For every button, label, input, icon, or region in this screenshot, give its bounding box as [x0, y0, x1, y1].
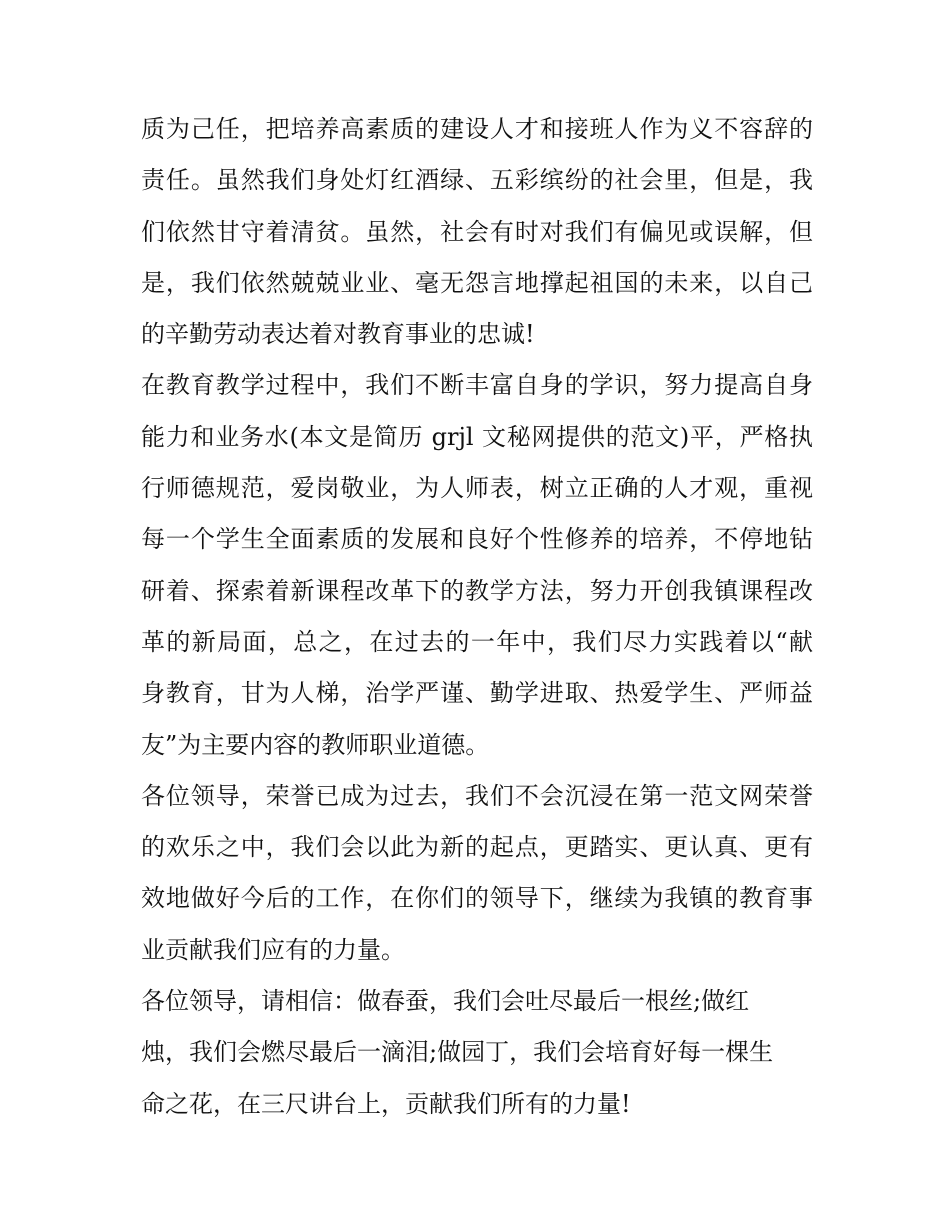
text-line: 业贡献我们应有的力量。 [141, 935, 405, 964]
text-line: 的欢乐之中，我们会以此为新的起点，更踏实、更认真、更有 [141, 833, 813, 862]
text-line: 友”为主要内容的教师职业道德。 [141, 730, 490, 759]
text-line: 每一个学生全面素质的发展和良好个性修养的培养，不停地钻 [141, 525, 813, 554]
text-line: 效地做好今后的工作，在你们的领导下，继续为我镇的教育事 [141, 884, 813, 913]
text-line: 行师德规范，爱岗敬业，为人师表，树立正确的人才观，重视 [141, 474, 813, 503]
text-line: 责任。虽然我们身处灯红酒绿、五彩缤纷的社会里，但是，我 [141, 166, 813, 195]
text-line: 烛，我们会燃尽最后一滴泪;做园丁，我们会培育好每一棵生 [141, 1038, 774, 1067]
text-line: 是，我们依然兢兢业业、毫无怨言地撑起祖国的未来，以自己 [141, 268, 813, 297]
text-line: 的辛勤劳动表达着对教育事业的忠诚! [141, 320, 535, 349]
text-line: 研着、探索着新课程改革下的教学方法，努力开创我镇课程改 [141, 576, 813, 605]
text-line: 各位领导，荣誉已成为过去，我们不会沉浸在第一范文网荣誉 [141, 781, 813, 810]
text-line: 革的新局面，总之，在过去的一年中，我们尽力实践着以“献 [141, 627, 813, 656]
text-line: 命之花，在三尺讲台上，贡献我们所有的力量! [141, 1089, 631, 1118]
text-line: 质为己任，把培养高素质的建设人才和接班人作为义不容辞的 [141, 115, 813, 143]
text-line: 能力和业务水(本文是简历 grjl 文秘网提供的范文)平，严格执 [141, 422, 813, 451]
text-line: 在教育教学过程中，我们不断丰富自身的学识，努力提高自身 [141, 371, 813, 400]
document-body-text [141, 104, 813, 1130]
text-line: 各位领导，请相信：做春蚕，我们会吐尽最后一根丝;做红 [141, 987, 750, 1016]
text-line: 们依然甘守着清贫。虽然，社会有时对我们有偏见或误解，但 [141, 217, 813, 246]
text-line: 身教育，甘为人梯，治学严谨、勤学进取、热爱学生、严师益 [141, 679, 813, 708]
